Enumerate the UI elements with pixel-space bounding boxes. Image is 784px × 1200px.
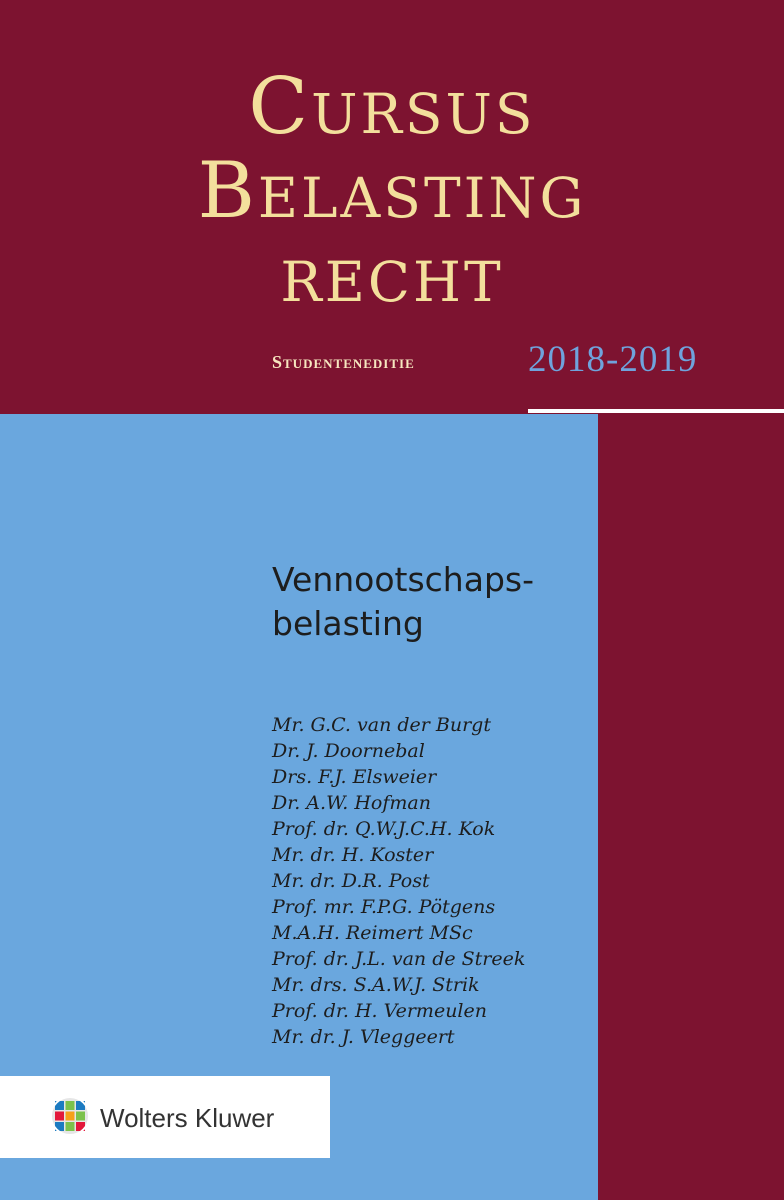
edition-divider <box>528 409 784 413</box>
author-name: Mr. dr. H. Koster <box>272 844 434 866</box>
author-name: Mr. G.C. van der Burgt <box>272 714 491 736</box>
cover-title <box>0 62 784 320</box>
title-line-2: Belasting <box>197 146 587 236</box>
subject-line-2: belasting <box>272 604 424 643</box>
edition-row <box>0 336 784 382</box>
author-name: Prof. dr. H. Vermeulen <box>272 1000 487 1022</box>
publisher-name: Wolters Kluwer <box>100 1103 275 1133</box>
title-line-3: recht <box>280 230 504 320</box>
author-name: Prof. mr. F.P.G. Pötgens <box>272 896 496 918</box>
author-name: Dr. J. Doornebal <box>272 740 425 762</box>
author-name: Mr. drs. S.A.W.J. Strik <box>272 974 480 996</box>
author-name: Dr. A.W. Hofman <box>272 792 431 814</box>
edition-year: 2018-2019 <box>528 339 698 380</box>
subject-line-1: Vennootschaps- <box>272 560 534 599</box>
title-line-1: Cursus <box>248 62 536 152</box>
edition-label: Studenteneditie <box>272 352 415 372</box>
wolters-kluwer-globe-icon <box>50 1096 90 1136</box>
author-name: Mr. dr. D.R. Post <box>272 870 430 892</box>
book-subject <box>272 558 534 646</box>
author-name: M.A.H. Reimert MSc <box>272 922 473 944</box>
author-name: Mr. dr. J. Vleggeert <box>272 1026 455 1048</box>
author-name: Prof. dr. J.L. van de Streek <box>272 948 526 970</box>
author-name: Drs. F.J. Elsweier <box>272 766 437 788</box>
publisher-logo-box <box>0 1076 330 1158</box>
author-list <box>272 712 525 1050</box>
author-name: Prof. dr. Q.W.J.C.H. Kok <box>272 818 496 840</box>
